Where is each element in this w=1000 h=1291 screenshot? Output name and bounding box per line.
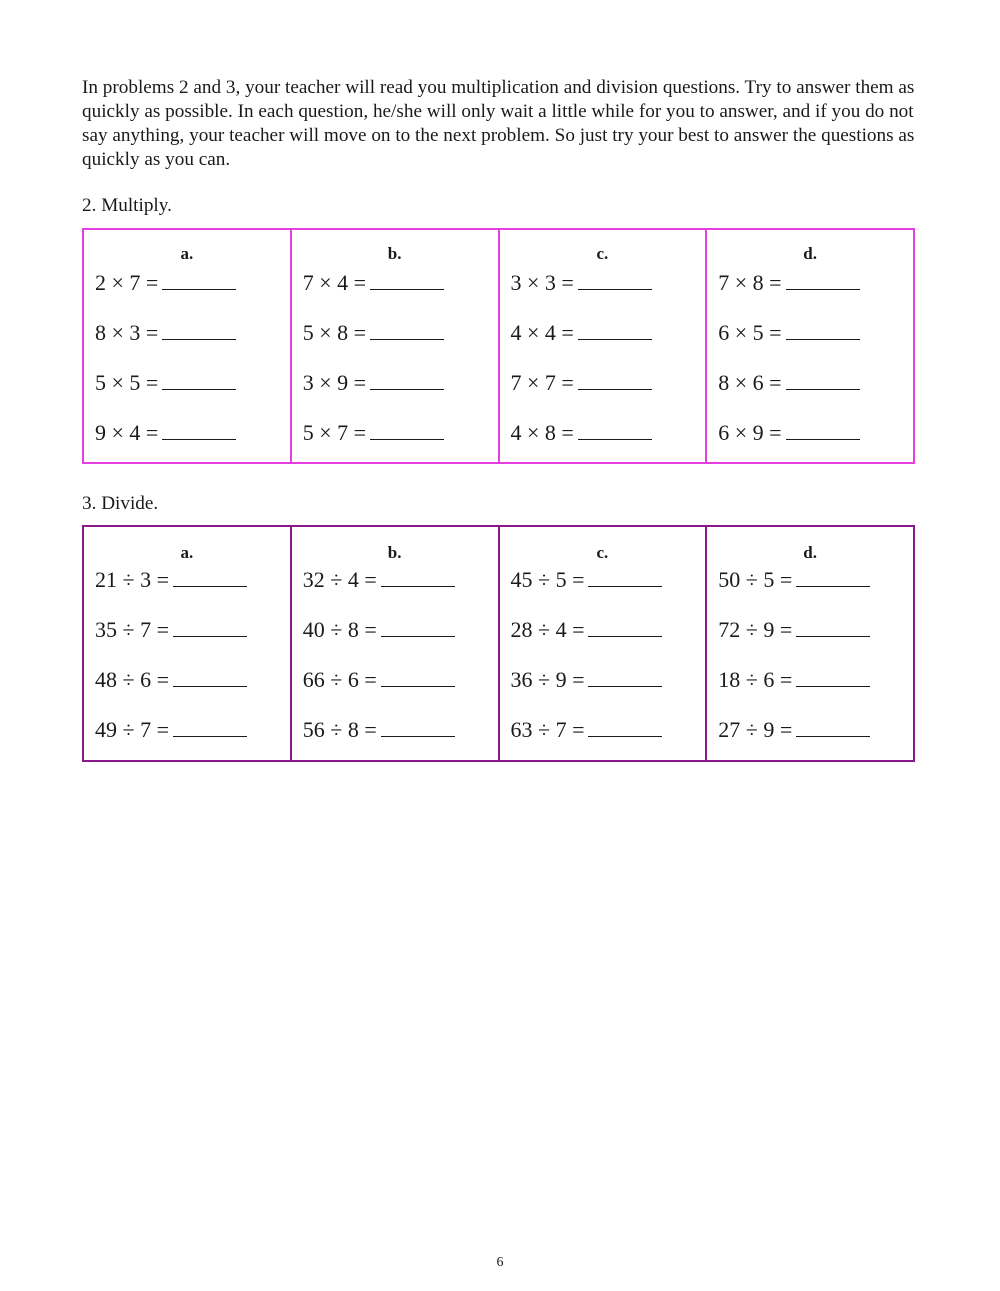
problem-text: 18 ÷ 6 = (718, 667, 793, 692)
answer-blank[interactable] (381, 666, 455, 687)
answer-blank[interactable] (588, 716, 662, 737)
problem-text: 56 ÷ 8 = (302, 717, 377, 742)
problem-item (95, 616, 290, 666)
problem-item (95, 419, 290, 445)
problem-text: 3 × 9 = (302, 370, 367, 395)
problem-item (95, 269, 290, 319)
answer-blank[interactable] (588, 566, 662, 587)
answer-blank[interactable] (578, 419, 652, 440)
problem-item (95, 369, 290, 419)
problem-item (511, 319, 706, 369)
answer-blank[interactable] (173, 666, 247, 687)
divide-column-a (83, 526, 291, 761)
problem-item (718, 419, 913, 445)
problem-text: 45 ÷ 5 = (510, 567, 585, 592)
problem-text: 21 ÷ 3 = (95, 567, 169, 592)
multiply-section-title: 2. Multiply. (82, 195, 172, 216)
problem-text: 50 ÷ 5 = (718, 567, 793, 592)
problem-text: 27 ÷ 9 = (718, 717, 793, 742)
problem-text: 2 × 7 = (95, 270, 159, 295)
multiply-column-d (706, 229, 914, 463)
column-label: c. (596, 543, 609, 562)
problem-item (511, 369, 706, 419)
problem-item (303, 566, 498, 616)
problem-text: 36 ÷ 9 = (510, 667, 585, 692)
problem-item (511, 566, 706, 616)
answer-blank[interactable] (578, 319, 652, 340)
multiply-column-c (499, 229, 707, 463)
problem-item (511, 419, 706, 445)
problem-item (718, 319, 913, 369)
divide-section-title: 3. Divide. (82, 493, 159, 514)
problem-text: 4 × 8 = (510, 420, 574, 445)
problem-item (95, 319, 290, 369)
problem-text: 5 × 7 = (302, 420, 367, 445)
problem-text: 48 ÷ 6 = (95, 667, 169, 692)
column-label: d. (803, 244, 817, 263)
problem-text: 32 ÷ 4 = (302, 567, 377, 592)
answer-blank[interactable] (370, 319, 444, 340)
answer-blank[interactable] (786, 369, 860, 390)
problem-text: 6 × 5 = (718, 320, 782, 345)
problem-text: 66 ÷ 6 = (302, 667, 377, 692)
answer-blank[interactable] (173, 616, 247, 637)
problem-item (718, 369, 913, 419)
problem-text: 4 × 4 = (510, 320, 574, 345)
answer-blank[interactable] (786, 269, 860, 290)
problem-item (303, 419, 498, 445)
problem-item (718, 616, 913, 666)
problem-item (303, 319, 498, 369)
page-number: 6 (496, 1255, 504, 1270)
problem-item (511, 269, 706, 319)
instructions-paragraph: In problems 2 and 3, your teacher will read you multiplication and division questions. Try to answer them as quickly as possible. In each question, he/she will only wait a little while for you to answer, and if you do not say anything, your teacher will move on to the next problem. So just try your best to answer the questions as quickly as you can. (82, 77, 915, 170)
answer-blank[interactable] (796, 616, 870, 637)
column-label: a. (180, 244, 194, 263)
divide-column-c (499, 526, 707, 761)
multiply-column-a (83, 229, 291, 463)
multiply-column-b (291, 229, 499, 463)
answer-blank[interactable] (381, 716, 455, 737)
answer-blank[interactable] (786, 319, 860, 340)
problem-item (95, 716, 290, 742)
problem-item (511, 616, 706, 666)
divide-column-d (706, 526, 914, 761)
column-label: b. (387, 244, 402, 263)
column-label: a. (180, 543, 194, 562)
answer-blank[interactable] (578, 369, 652, 390)
problem-item (718, 269, 913, 319)
problem-text: 6 × 9 = (718, 420, 782, 445)
problem-text: 3 × 3 = (510, 270, 574, 295)
column-label: d. (803, 543, 817, 562)
problem-item (511, 666, 706, 716)
answer-blank[interactable] (381, 616, 455, 637)
answer-blank[interactable] (173, 566, 247, 587)
problem-item (511, 716, 706, 742)
answer-blank[interactable] (173, 716, 247, 737)
answer-blank[interactable] (381, 566, 455, 587)
problem-item (95, 566, 290, 616)
column-label: c. (596, 244, 609, 263)
problem-text: 7 × 4 = (302, 270, 367, 295)
divide-table (82, 525, 915, 762)
problem-text: 28 ÷ 4 = (510, 617, 585, 642)
answer-blank[interactable] (370, 419, 444, 440)
problem-text: 35 ÷ 7 = (95, 617, 169, 642)
problem-item (718, 566, 913, 616)
problem-text: 8 × 6 = (718, 370, 782, 395)
problem-text: 5 × 8 = (302, 320, 367, 345)
answer-blank[interactable] (162, 419, 236, 440)
answer-blank[interactable] (370, 269, 444, 290)
answer-blank[interactable] (162, 269, 236, 290)
problem-text: 72 ÷ 9 = (718, 617, 793, 642)
answer-blank[interactable] (796, 566, 870, 587)
answer-blank[interactable] (588, 666, 662, 687)
answer-blank[interactable] (578, 269, 652, 290)
problem-item (303, 269, 498, 319)
column-label: b. (387, 543, 402, 562)
problem-item (303, 666, 498, 716)
problem-text: 8 × 3 = (95, 320, 159, 345)
answer-blank[interactable] (370, 369, 444, 390)
problem-text: 40 ÷ 8 = (302, 617, 377, 642)
answer-blank[interactable] (162, 319, 236, 340)
problem-item (303, 369, 498, 419)
problem-text: 9 × 4 = (95, 420, 159, 445)
problem-item (95, 666, 290, 716)
problem-text: 7 × 7 = (510, 370, 574, 395)
answer-blank[interactable] (588, 616, 662, 637)
answer-blank[interactable] (796, 716, 870, 737)
problem-item (718, 716, 913, 742)
problem-item (303, 716, 498, 742)
problem-item (303, 616, 498, 666)
problem-text: 5 × 5 = (95, 370, 159, 395)
answer-blank[interactable] (786, 419, 860, 440)
problem-text: 49 ÷ 7 = (95, 717, 169, 742)
divide-column-b (291, 526, 499, 761)
problem-item (718, 666, 913, 716)
problem-text: 7 × 8 = (718, 270, 782, 295)
multiply-table (82, 228, 915, 464)
answer-blank[interactable] (796, 666, 870, 687)
problem-text: 63 ÷ 7 = (510, 717, 585, 742)
answer-blank[interactable] (162, 369, 236, 390)
